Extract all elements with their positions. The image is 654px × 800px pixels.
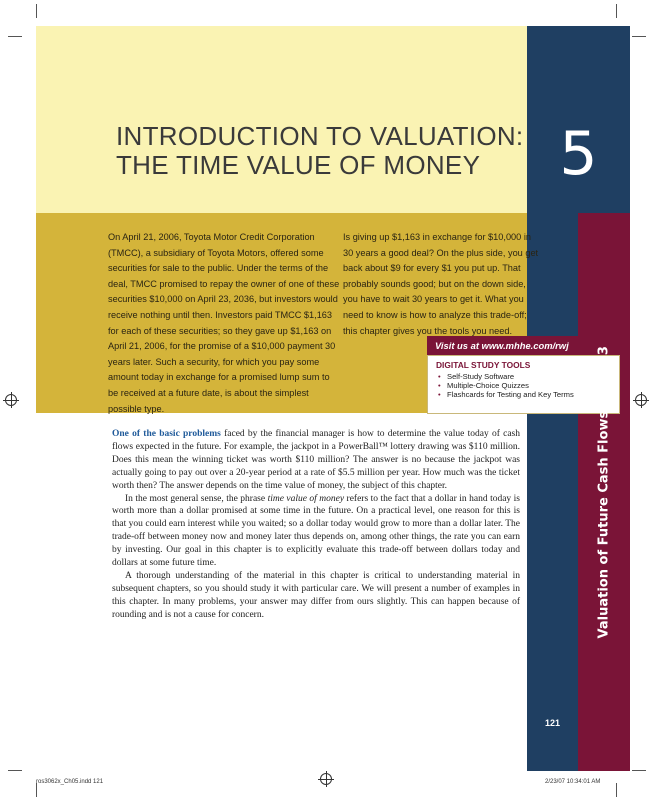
body-paragraph-text: refers to the fact that a dollar in hand today is worth more than a dollar promised at some time in the future. On a practical level, one reason for this is that you could earn interest while you waited; so a dollar today would grow to more than a dollar later. The trade-off between money now and money later thus depends on, among other things, the rate you can earn by investing. Our goal in this chapter is to explicitly evaluate this trade-off between dollars today and dollars at some future time. [112, 493, 520, 569]
chapter-number: 5 [559, 119, 598, 189]
lead-in-text: One of the basic problems [112, 429, 221, 439]
crop-mark [36, 4, 37, 18]
study-tool-item: • Multiple-Choice Quizzes [438, 381, 608, 390]
page-number: 121 [544, 718, 561, 728]
chapter-body [112, 428, 520, 622]
part-title [597, 346, 612, 639]
timestamp-slug: 2/23/07 10:34:01 AM [545, 779, 601, 785]
body-paragraph [112, 428, 520, 493]
body-paragraph-text: In the most general sense, the phrase [125, 493, 268, 504]
study-tool-item: • Flashcards for Testing and Key Terms [438, 390, 608, 399]
crop-mark [8, 770, 22, 771]
study-tool-item: • Self-Study Software [438, 372, 608, 381]
body-paragraph: A thorough understanding of the material in this chapter is critical to understanding material in subsequent chapters, so you should study it with particular care. We will present a number of examples in this chapter. In many problems, your answer may differ from ours slightly. This can happen because of rounding and is not a cause for concern. [112, 570, 520, 620]
crop-mark [632, 770, 646, 771]
registration-mark-icon [5, 394, 17, 406]
chapter-title [116, 122, 523, 180]
part-label: PART 3 [596, 345, 612, 399]
intro-paragraph-right: Is giving up $1,163 in exchange for $10,000 in 30 years a good deal? On the plus side, you get back about $9 for every $1 you put up. That probably sounds good; but on the down side, you have to wait 30 years to get it. What you need to know is how to analyze this trade-off; this chapter gives you the tools you need. [343, 232, 539, 336]
registration-mark-icon [320, 773, 332, 785]
part-title-text: Valuation of Future Cash Flows [596, 410, 612, 639]
crop-mark [616, 783, 617, 797]
chapter-title-line-1: INTRODUCTION TO VALUATION: [116, 121, 524, 151]
intro-paragraph-left: On April 21, 2006, Toyota Motor Credit Corporation (TMCC), a subsidiary of Toyota Motors, offered some securities for sale to the public. Under the terms of the deal, TMCC promised to repay the owner of one of these securities $10,000 on April 23, 2036, but investors would receive nothing until then. Investors paid TMCC $1,163 for each of these securities; so they gave up $1,163 on April 21, 2006, for the promise of a $10,000 payment 30 years later. Such a security, for which you pay some amount today in exchange for a promised lump sum to be received at a future date, is about the simplest possible type. [108, 232, 340, 414]
file-slug: ros3062x_Ch05.indd 121 [36, 779, 104, 785]
crop-mark [8, 36, 22, 37]
study-tools-heading: DIGITAL STUDY TOOLS [436, 360, 531, 370]
crop-mark [36, 783, 37, 797]
digital-study-tools-box [427, 355, 620, 414]
book-page [36, 26, 630, 771]
body-paragraph-text: faced by the financial manager is how to determine the value today of cash flows expected in the future. For example, the jackpot in a PowerBall™ lottery drawing was $110 million. Does this mean the winning ticket was worth $110 million? The answer is no because the jackpot was actually going to pay out over a 20-year period at a rate of $5.5 million per year. How much was the ticket worth then? The answer depends on the time value of money, the subject of this chapter. [112, 429, 520, 491]
body-paragraph [112, 493, 520, 570]
chapter-header-background [36, 26, 527, 213]
study-tools-list [438, 372, 608, 400]
crop-mark [632, 36, 646, 37]
key-term: time value of money [267, 493, 345, 504]
registration-mark-icon [635, 394, 647, 406]
website-link[interactable]: Visit us at www.mhhe.com/rwj [427, 336, 620, 355]
crop-mark [616, 4, 617, 18]
chapter-title-line-2: THE TIME VALUE OF MONEY [116, 150, 481, 180]
